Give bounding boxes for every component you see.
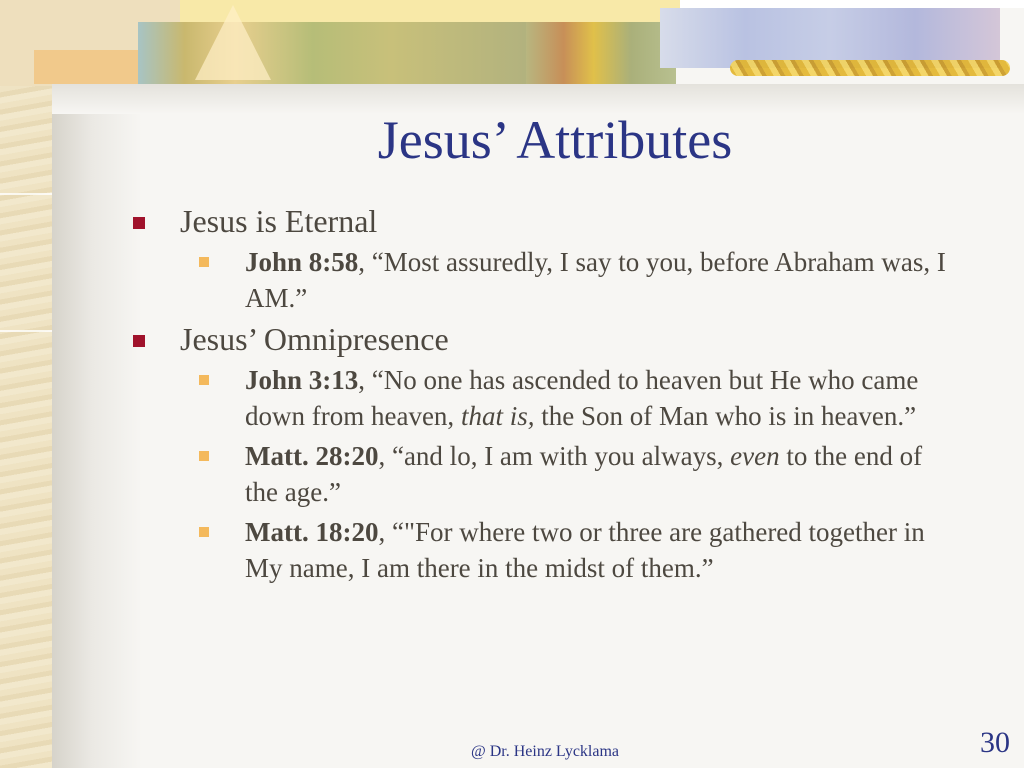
slide-body [130,202,950,590]
sub-bullet-matt-18-20: Matt. 18:20, “"For where two or three are gathered together in My name, I am there in the midst of them.” [130,514,950,586]
sub-bullet-matt-28-20: Matt. 28:20, “and lo, I am with you always, even to the end of the age.” [130,438,950,510]
bullet-omnipresence: Jesus’ Omnipresence [130,320,950,358]
decorative-shadow [52,84,142,768]
sub-bullet-john-8-58: John 8:58, “Most assuredly, I say to you, before Abraham was, I AM.” [130,244,950,316]
footer-author: @ Dr. Heinz Lycklama [470,743,620,760]
slide-title: Jesus’ Attributes [377,110,733,170]
square-bullet-icon [199,257,209,267]
square-bullet-icon [133,217,145,229]
bullet-eternal: Jesus is Eternal [130,202,950,240]
page-number: 30 [980,726,1010,759]
decorative-banner [0,0,1024,86]
square-bullet-icon [199,451,209,461]
sub-bullet-john-3-13: John 3:13, “No one has ascended to heaven but He who came down from heaven, that is, the Son of Man who is in heaven.” [130,362,950,434]
square-bullet-icon [199,375,209,385]
square-bullet-icon [133,335,145,347]
leaf-icon [195,5,271,80]
square-bullet-icon [199,527,209,537]
